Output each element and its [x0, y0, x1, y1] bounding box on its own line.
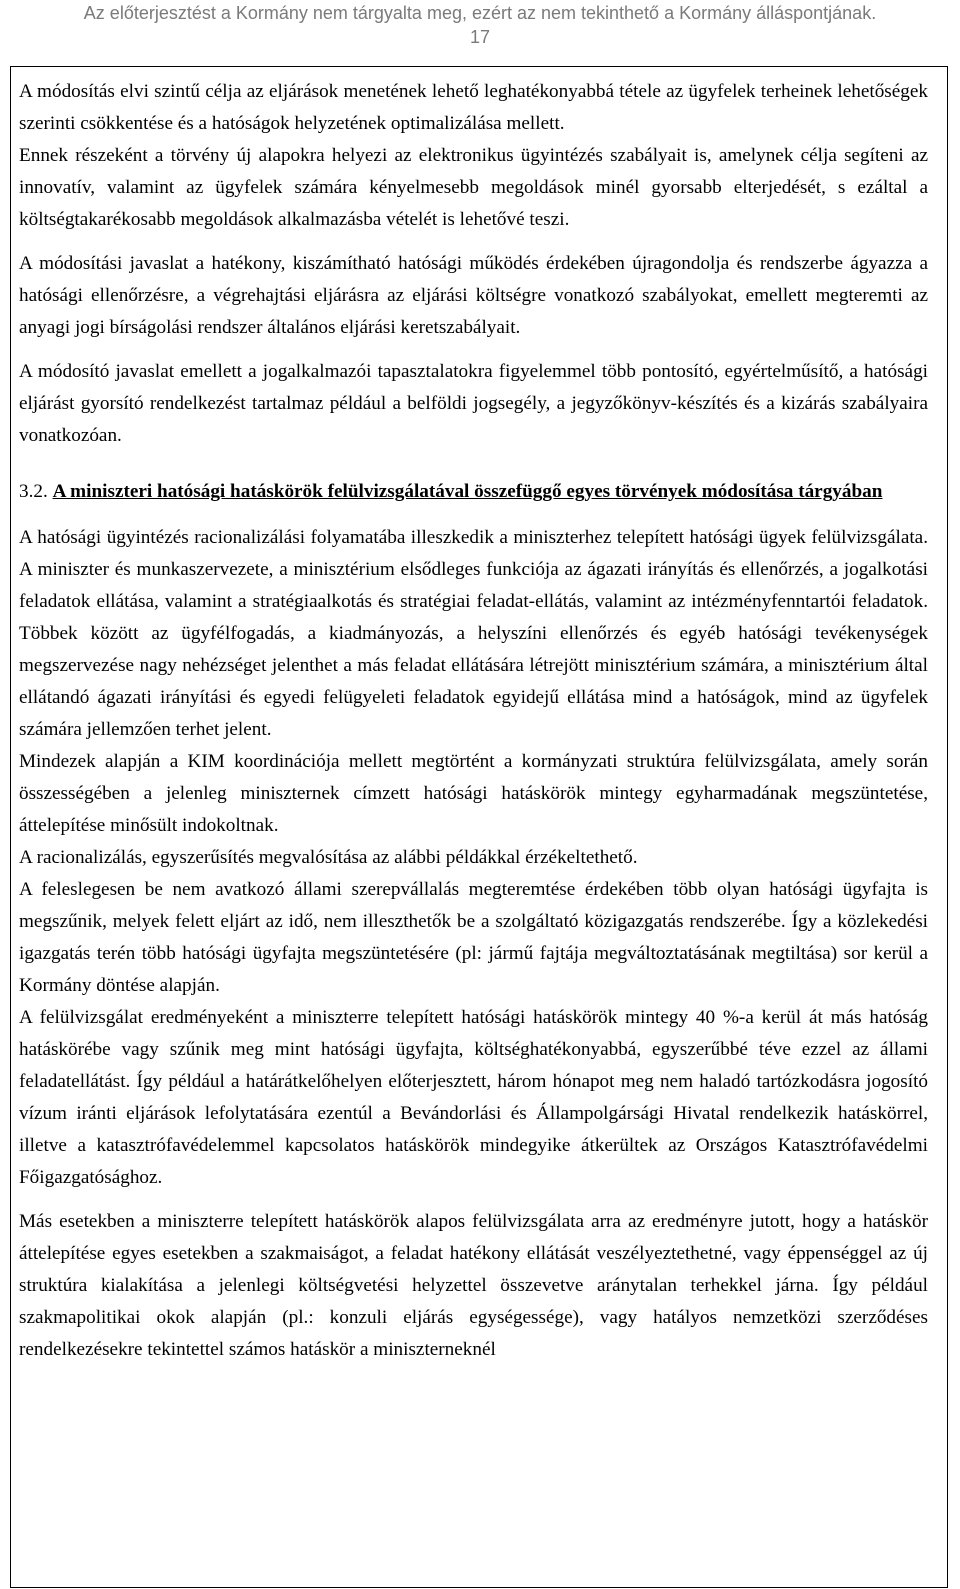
- section-paragraph-4: A feleslegesen be nem avatkozó állami szerepvállalás megteremtése érdekében több olyan hatósági ügyfajta is megszűnik, melyek felett eljárt az idő, nem illeszthetők be a szolgáltató közigazgatás rendszerébe. Így a közlekedési igazgatás terén több hatósági ügyfajta megszüntetésére (pl: jármű fajtája megváltoztatásának megtiltása) sor kerül a Kormány döntése alapján.: [19, 879, 928, 996]
- paragraph-2: Ennek részeként a törvény új alapokra helyezi az elektronikus ügyintézés szabályait is, amelynek célja segíteni az innovatív, valamint az ügyfelek számára kényelmesebb megoldások minél gyorsabb elterjedését, s ezáltal a költségtakarékosabb megoldások alkalmazásba vételét is lehetővé teszi.: [19, 145, 928, 230]
- section-number: 3.2.: [19, 481, 48, 502]
- section-title: A miniszteri hatósági hatáskörök felülvizsgálatával összefüggő egyes törvények módosítása tárgyában: [52, 481, 883, 502]
- header-disclaimer: Az előterjesztést a Kormány nem tárgyalta meg, ezért az nem tekinthető a Kormány álláspontjának.: [83, 3, 877, 23]
- page-border-right: [947, 66, 948, 1588]
- page-border-bottom: [10, 1587, 948, 1588]
- section-paragraph-5: A felülvizsgálat eredményeként a miniszterre telepített hatósági hatáskörök mintegy 40 %-a kerül át más hatóság hatáskörébe vagy szűnik meg mint hatósági ügyfajta, költséghatékonyabbá, egyszerűbbé téve ezzel az állami feladatellátást. Így például a határátkelőhelyen előterjesztett, három hónapot meg nem haladó tartózkodásra jogosító vízum iránti eljárások lefolytatására ezentúl a Bevándorlási és Állampolgársági Hivatal rendelkezik hatáskörrel, illetve a katasztrófavédelemmel kapcsolatos hatáskörök mindegyike átkerültek az Országos Katasztrófavédelmi Főigazgatósághoz.: [19, 1007, 928, 1188]
- document-body: [19, 76, 928, 1366]
- section-paragraph-1: A hatósági ügyintézés racionalizálási folyamatába illeszkedik a miniszterhez telepített hatósági ügyek felülvizsgálata. A miniszter és munkaszervezete, a minisztérium elsődleges funkciója az ágazati irányítás és ellenőrzés, a jogalkotási feladatok ellátása, valamint a stratégiaalkotás és stratégiai feladat-ellátás, valamint az intézményfenntartói feladatok. Többek között az ügyfélfogadás, a kiadmányozás, a helyszíni ellenőrzés és egyéb hatósági tevékenységek megszervezése nagy nehézséget jelenthet a más feladat ellátására létrejött minisztérium számára, a minisztérium által ellátandó ágazati irányítási és egyedi felügyeleti feladatok egyidejű ellátása mind a hatóságok, mind az ügyfelek számára jellemzően terhet jelent.: [19, 527, 928, 740]
- paragraph-1: A módosítás elvi szintű célja az eljárások menetének lehető leghatékonyabbá tétele az ügyfelek terheinek lehetőségek szerinti csökkentése és a hatóságok helyzetének optimalizálása mellett.: [19, 81, 928, 134]
- section-paragraph-3: A racionalizálás, egyszerűsítés megvalósítása az alábbi példákkal érzékeltethető.: [19, 847, 638, 868]
- section-paragraph-6: Más esetekben a miniszterre telepített hatáskörök alapos felülvizsgálata arra az eredményre jutott, hogy a hatáskör áttelepítése egyes esetekben a szakmaiságot, a feladat hatékony ellátását veszélyeztethetné, vagy éppenséggel az új struktúra kialakítása a jelenlegi költségvetési helyzettel összevetve aránytalan terhekkel járna. Így például szakmapolitikai okok alapján (pl.: konzuli eljárás egységessége), vagy hatályos nemzetközi szerződéses rendelkezésekre tekintettel számos hatáskör a miniszterneknél: [19, 1211, 928, 1360]
- page-border-left: [10, 66, 11, 1588]
- page-number: 17: [469, 27, 491, 47]
- page-header: [0, 0, 960, 50]
- section-heading: [19, 472, 928, 512]
- page-border-top: [10, 66, 948, 67]
- paragraph-3: A módosítási javaslat a hatékony, kiszámítható hatósági működés érdekében újragondolja és rendszerbe ágyazza a hatósági ellenőrzésre, a végrehajtási eljárásra az eljárási költségre vonatkozó szabályokat, emellett megteremti az anyagi jogi bírságolási rendszer általános eljárási keretszabályait.: [19, 253, 928, 338]
- paragraph-4: A módosító javaslat emellett a jogalkalmazói tapasztalatokra figyelemmel több pontosító, egyértelműsítő, a hatósági eljárást gyorsító rendelkezést tartalmaz például a belföldi jogsegély, a jegyzőkönyv-készítés és a kizárás szabályaira vonatkozóan.: [19, 361, 928, 446]
- section-paragraph-2: Mindezek alapján a KIM koordinációja mellett megtörtént a kormányzati struktúra felülvizsgálata, amely során összességében a jelenleg miniszternek címzett hatósági hatáskörök mintegy egyharmadának megszüntetése, áttelepítése minősült indokoltnak.: [19, 751, 928, 836]
